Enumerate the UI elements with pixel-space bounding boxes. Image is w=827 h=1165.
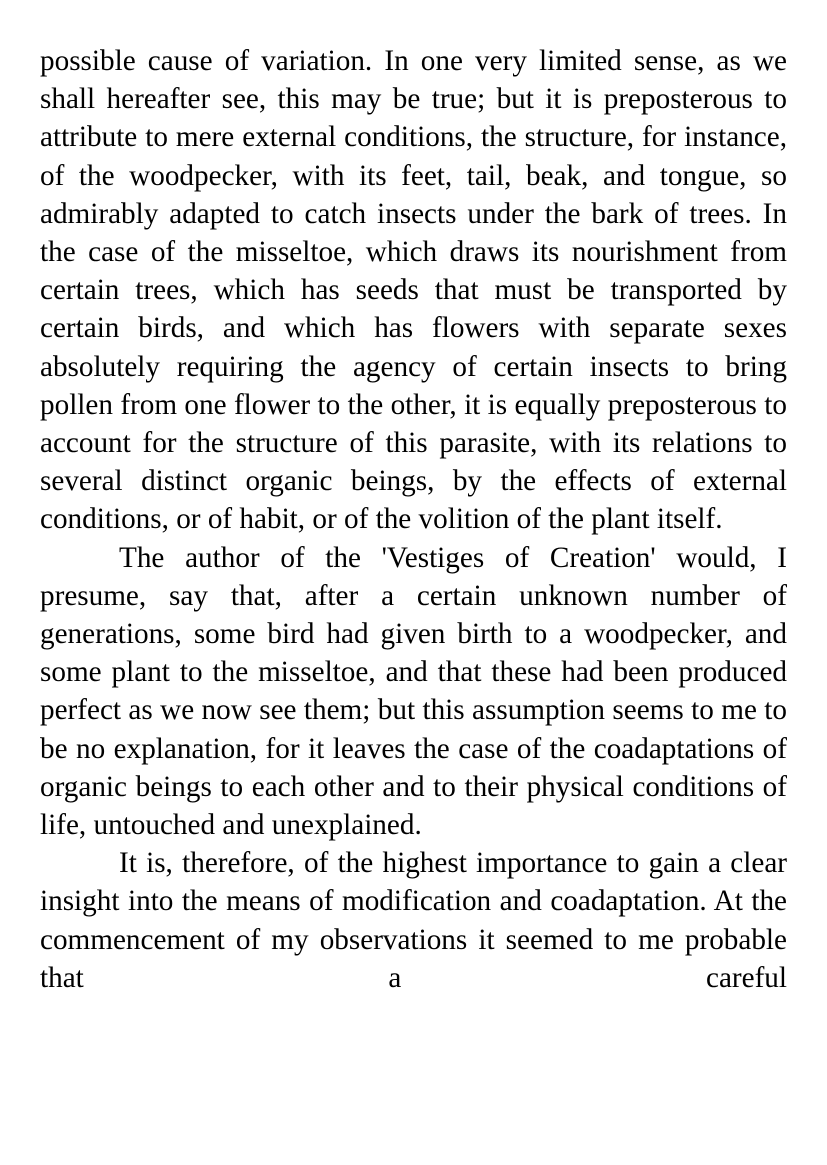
document-page	[40, 42, 787, 997]
paragraph-continuation: possible cause of variation. In one very limited sense, as we shall hereafter see, this may be true; but it is preposterous to attribute to mere external conditions, the structure, for instance, of the woodpecker, with its feet, tail, beak, and tongue, so admirably adapted to catch insects under the bark of trees. In the case of the misseltoe, which draws its nourishment from certain trees, which has seeds that must be transported by certain birds, and which has flowers with separate sexes absolutely requiring the agency of certain insects to bring pollen from one flower to the other, it is equally preposterous to account for the structure of this parasite, with its relations to several distinct organic beings, by the effects of external conditions, or of habit, or of the volition of the plant itself.	[40, 45, 787, 536]
paragraph-vestiges: The author of the 'Vestiges of Creation' would, I presume, say that, after a certain unknown number of generations, some bird had given birth to a woodpecker, and some plant to the misseltoe, and that these had been produced perfect as we now see them; but this assumption seems to me to be no explanation, for it leaves the case of the coadaptations of organic beings to each other and to their physical conditions of life, untouched and unexplained.	[40, 541, 787, 842]
paragraph-importance: It is, therefore, of the highest importance to gain a clear insight into the means of modification and coadaptation. At the commencement of my observations it seemed to me probable that a careful	[40, 847, 787, 994]
